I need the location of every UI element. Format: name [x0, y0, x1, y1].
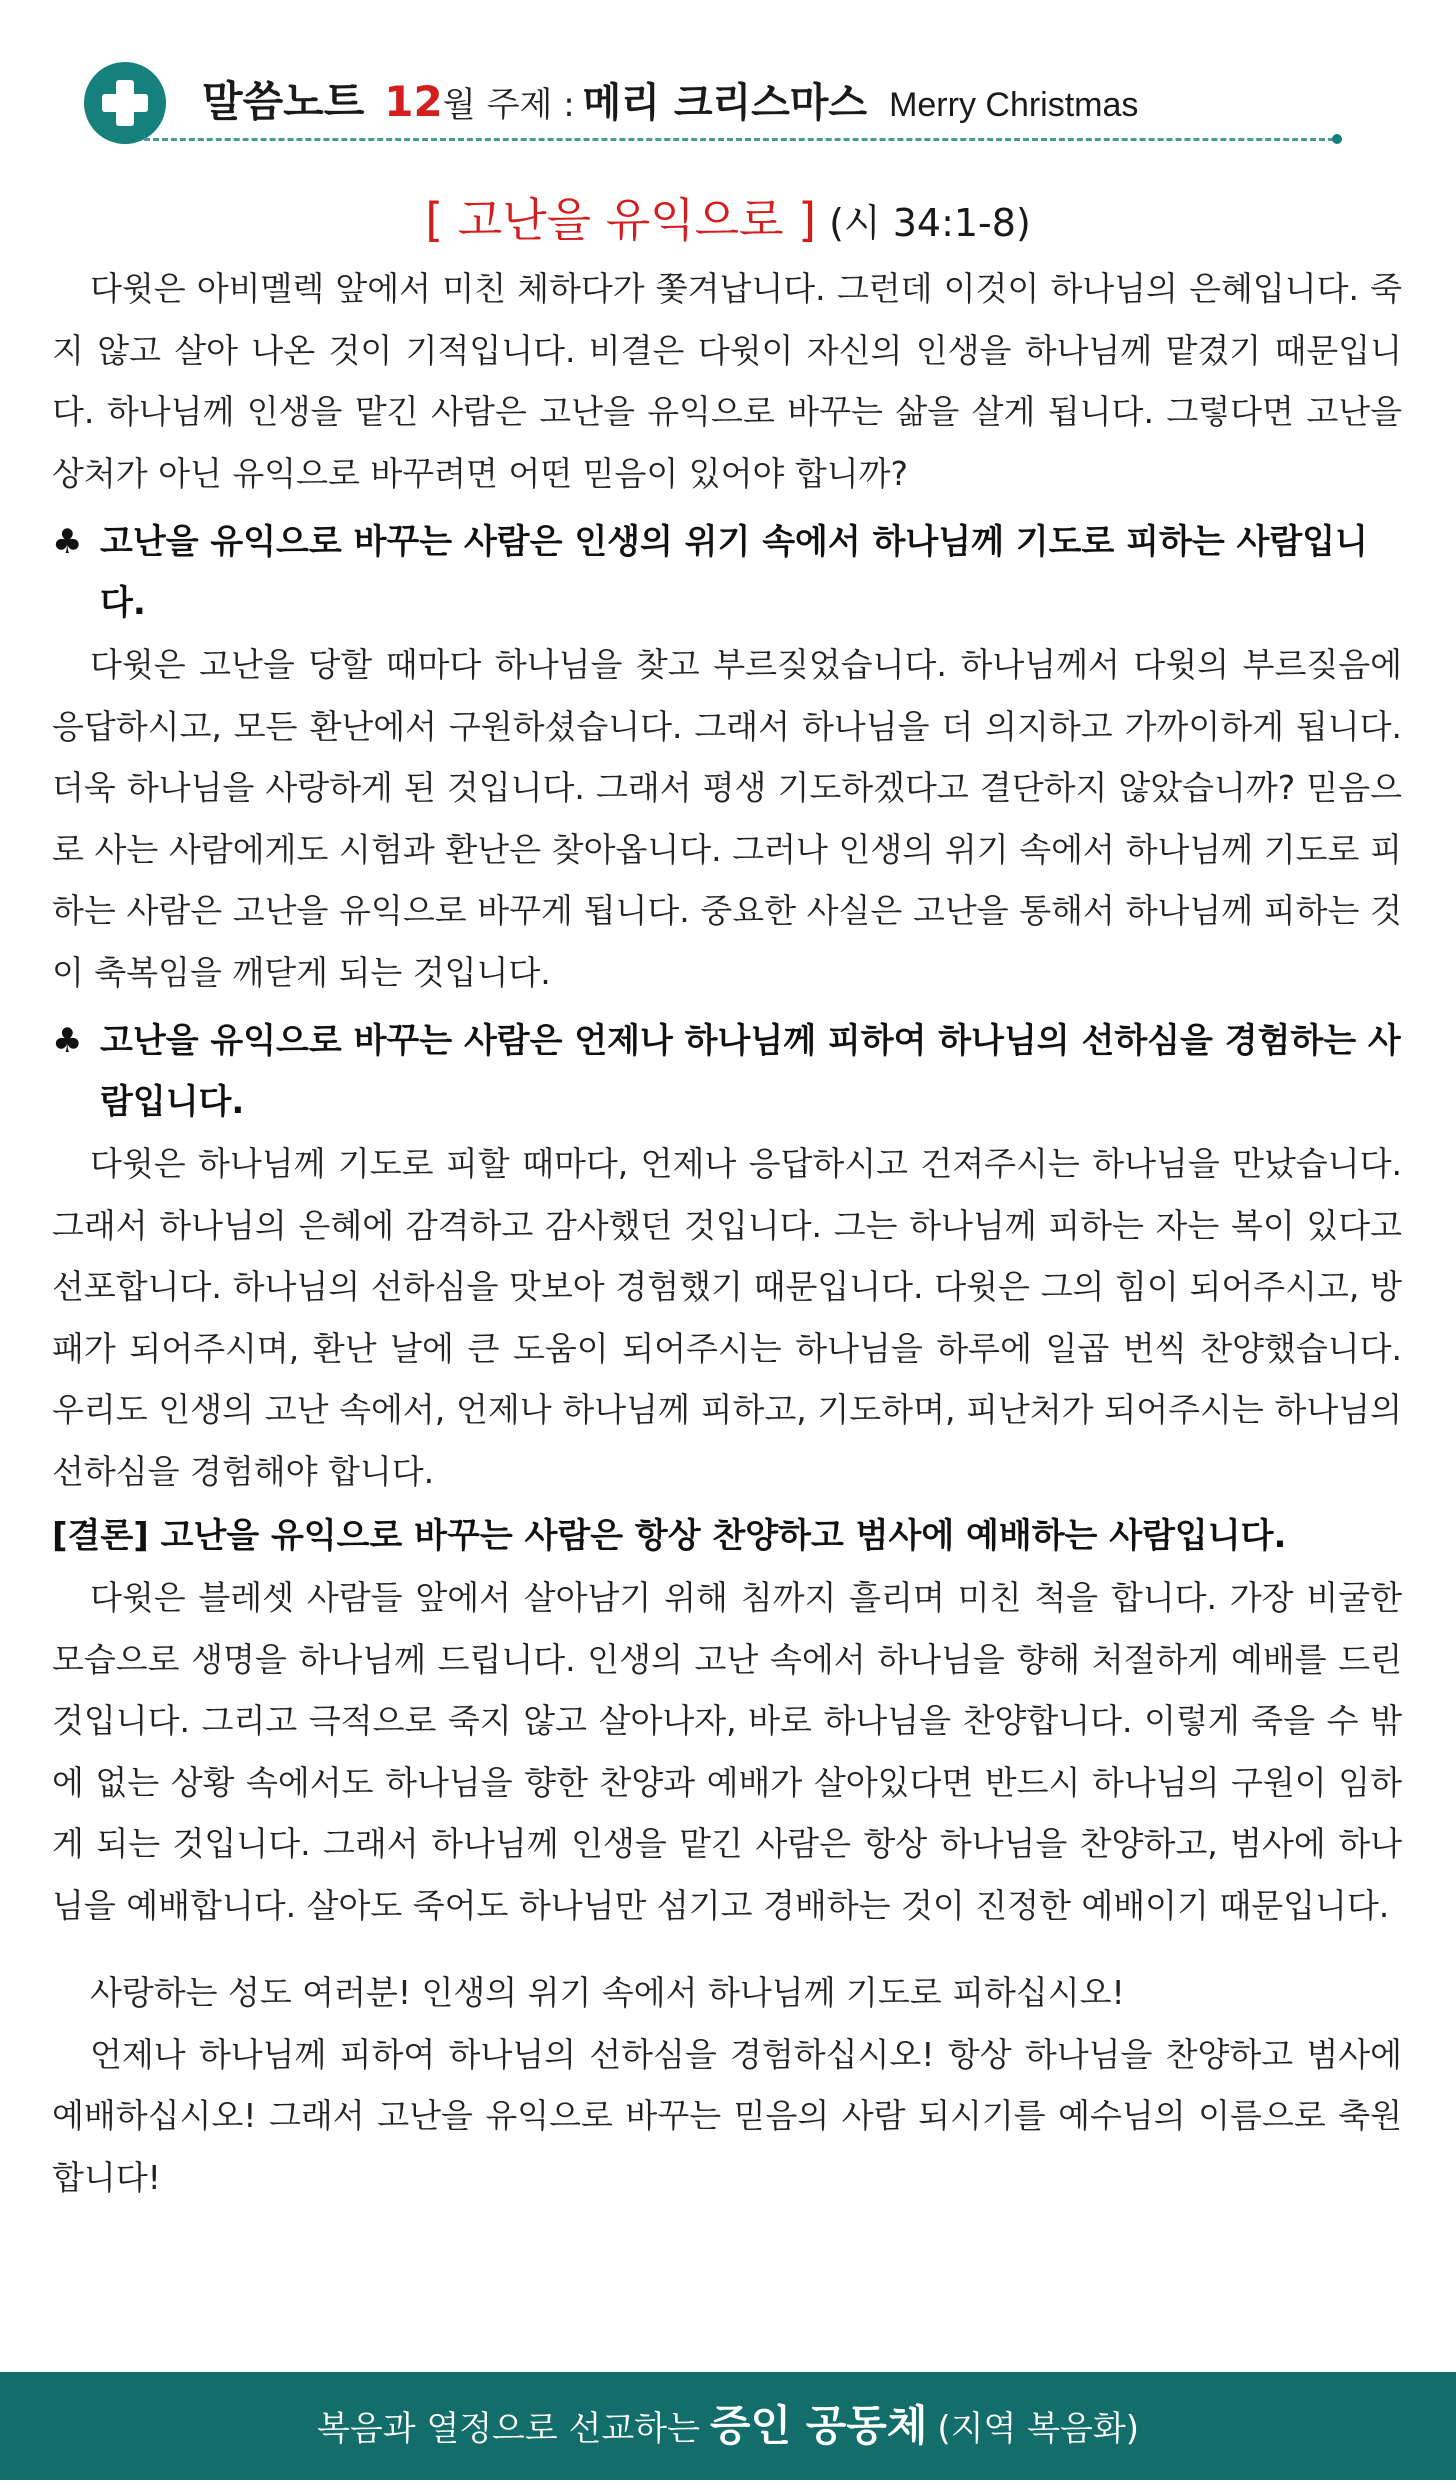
conclusion-paragraph: 다윗은 블레셋 사람들 앞에서 살아남기 위해 침까지 흘리며 미친 척을 합니다. 가장 비굴한 모습으로 생명을 하나님께 드립니다. 인생의 고난 속에서 하나님을 향해 처절하게 예배를 드린 것입니다. 그리고 극적으로 죽지 않고 살아나자, 바로 하나님을 찬양합니다. 이렇게 죽을 수 밖에 없는 상황 속에서도 하나님을 향한 찬양과 예배가 살아있다면 반드시 하나님의 구원이 임하게 되는 것입니다. 그래서 하나님께 인생을 맡긴 사람은 항상 하나님을 찬양하고, 범사에 하나님을 예배합니다. 살아도 죽어도 하나님만 섬기고 경배하는 것이 진정한 예배이기 때문입니다.	[52, 1578, 1402, 1925]
scripture-reference: (시 34:1-8)	[829, 201, 1031, 245]
point1-heading-text: 고난을 유익으로 바꾸는 사람은 인생의 위기 속에서 하나님께 기도로 피하는 사람입니다.	[100, 522, 1368, 623]
footer-name: 증인 공동체	[709, 2401, 928, 2450]
intro-paragraph: 다윗은 아비멜렉 앞에서 미친 체하다가 쫓겨납니다. 그런데 이것이 하나님의 은혜입니다. 죽지 않고 살아 나온 것이 기적입니다. 비결은 다윗이 자신의 인생을 하나님께 맡겼기 때문입니다. 하나님께 인생을 맡긴 사람은 고난을 유익으로 바꾸는 삶을 살게 됩니다. 그렇다면 고난을 상처가 아닌 유익으로 바꾸려면 어떤 믿음이 있어야 합니까?	[52, 269, 1402, 493]
club-icon: ♣	[52, 522, 83, 562]
sermon-title: [ 고난을 유익으로 ]	[425, 193, 817, 247]
point1-heading	[52, 512, 1402, 634]
theme-title: 메리 크리스마스	[582, 80, 868, 126]
sermon-body	[52, 258, 1402, 2208]
conclusion-heading: [결론] 고난을 유익으로 바꾸는 사람은 항상 찬양하고 범사에 예배하는 사람입니다.	[52, 1516, 1287, 1556]
plus-icon	[84, 62, 166, 144]
footer-banner	[0, 2372, 1456, 2480]
club-icon: ♣	[52, 1021, 83, 1061]
closing-line-2: 언제나 하나님께 피하여 하나님의 선하심을 경험하십시오! 항상 하나님을 찬양하고 범사에 예배하십시오! 그래서 고난을 유익으로 바꾸는 믿음의 사람 되시기를 예수님의 이름으로 축원합니다!	[52, 2034, 1402, 2197]
footer-suffix: (지역 복음화)	[937, 2409, 1139, 2449]
month-suffix: 월	[442, 85, 476, 125]
page-header	[84, 60, 1374, 160]
note-label: 말씀노트	[202, 77, 365, 126]
point2-heading-text: 고난을 유익으로 바꾸는 사람은 언제나 하나님께 피하여 하나님의 선하심을 경험하는 사람입니다.	[100, 1021, 1401, 1122]
header-title	[202, 72, 1138, 141]
sermon-title-line	[0, 188, 1456, 263]
closing-line-1: 사랑하는 성도 여러분! 인생의 위기 속에서 하나님께 기도로 피하십시오!	[89, 1973, 1125, 2012]
divider-dot	[1332, 134, 1342, 144]
spacer	[52, 1936, 1402, 1962]
header-divider	[144, 138, 1334, 141]
month-number: 12	[384, 77, 443, 126]
point2-paragraph: 다윗은 하나님께 기도로 피할 때마다, 언제나 응답하시고 건져주시는 하나님을 만났습니다. 그래서 하나님의 은혜에 감격하고 감사했던 것입니다. 그는 하나님께 피하는 자는 복이 있다고 선포합니다. 하나님의 선하심을 맛보아 경험했기 때문입니다. 다윗은 그의 힘이 되어주시고, 방패가 되어주시며, 환난 날에 큰 도움이 되어주시는 하나님을 하루에 일곱 번씩 찬양했습니다. 우리도 인생의 고난 속에서, 언제나 하나님께 피하고, 기도하며, 피난처가 되어주시는 하나님의 선하심을 경험해야 합니다.	[52, 1144, 1402, 1491]
footer-prefix: 복음과 열정으로 선교하는	[317, 2409, 700, 2449]
point1-paragraph: 다윗은 고난을 당할 때마다 하나님을 찾고 부르짖었습니다. 하나님께서 다윗의 부르짖음에 응답하시고, 모든 환난에서 구원하셨습니다. 그래서 하나님을 더 의지하고 가까이하게 됩니다. 더욱 하나님을 사랑하게 된 것입니다. 그래서 평생 기도하겠다고 결단하지 않았습니까? 믿음으로 사는 사람에게도 시험과 환난은 찾아옵니다. 그러나 인생의 위기 속에서 하나님께 기도로 피하는 사람은 고난을 유익으로 바꾸게 됩니다. 중요한 사실은 고난을 통해서 하나님께 피하는 것이 축복임을 깨닫게 되는 것입니다.	[52, 645, 1402, 992]
theme-label: 주제 :	[486, 85, 575, 125]
english-theme: Merry Christmas	[889, 86, 1139, 124]
point2-heading	[52, 1011, 1402, 1133]
